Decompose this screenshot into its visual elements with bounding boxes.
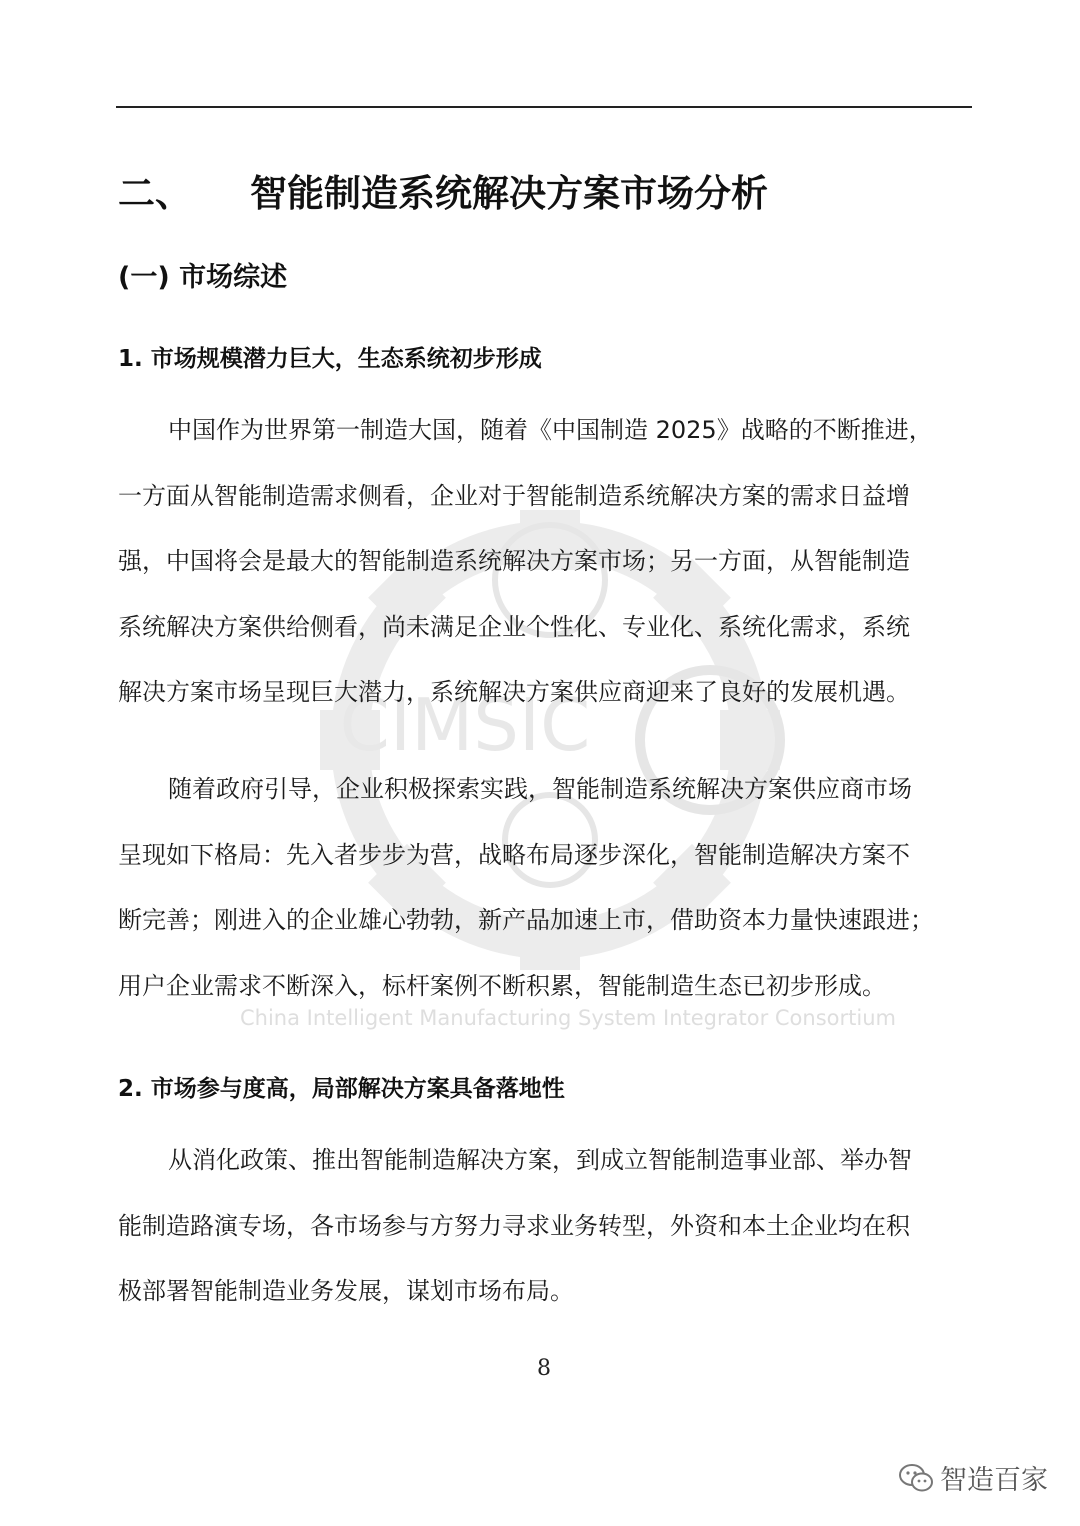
- text-line: 呈现如下格局：先入者步步为营，战略布局逐步深化，智能制造解决方案不: [118, 840, 910, 869]
- text-line: 随着政府引导，企业积极探索实践，智能制造系统解决方案供应商市场: [168, 775, 912, 803]
- section-heading: (一) 市场综述: [118, 262, 288, 293]
- wechat-icon: [898, 1463, 934, 1493]
- text-line: 系统解决方案供给侧看，尚未满足企业个性化、专业化、系统化需求，系统: [118, 612, 910, 641]
- page-number: 8: [537, 1356, 551, 1381]
- subsection-2-paragraph-1: [118, 1128, 974, 1325]
- text-line: 解决方案市场呈现巨大潜力，系统解决方案供应商迎来了良好的发展机遇。: [118, 678, 910, 706]
- watermark-logo-text: CIMSIC: [339, 683, 591, 767]
- account-name: 智造百家: [940, 1465, 1048, 1496]
- watermark-subtitle: China Intelligent Manufacturing System Integrator Consortium: [240, 1006, 896, 1030]
- text-line: 中国作为世界第一制造大国，随着《中国制造 2025》战略的不断推进，: [168, 416, 933, 444]
- header-rule: [116, 106, 972, 108]
- subsection-1-heading: 1. 市场规模潜力巨大，生态系统初步形成: [118, 346, 542, 372]
- chapter-title: 智能制造系统解决方案市场分析: [250, 172, 768, 215]
- chapter-heading: [118, 163, 768, 217]
- text-line: 断完善；刚进入的企业雄心勃勃，新产品加速上市，借助资本力量快速跟进；: [118, 906, 934, 934]
- text-line: 能制造路演专场，各市场参与方努力寻求业务转型，外资和本土企业均在积: [118, 1211, 910, 1240]
- text-line: 极部署智能制造业务发展，谋划市场布局。: [118, 1277, 574, 1305]
- text-line: 用户企业需求不断深入，标杆案例不断积累，智能制造生态已初步形成。: [118, 971, 886, 1000]
- subsection-1-paragraph-2: [118, 757, 974, 1019]
- text-line: 强，中国将会是最大的智能制造系统解决方案市场；另一方面，从智能制造: [118, 547, 910, 575]
- wechat-account-badge: [898, 1458, 1048, 1497]
- subsection-1-paragraph-1: [118, 398, 974, 726]
- chapter-number: 二、: [118, 172, 192, 215]
- text-line: 一方面从智能制造需求侧看，企业对于智能制造系统解决方案的需求日益增: [118, 481, 910, 510]
- subsection-2-heading: 2. 市场参与度高，局部解决方案具备落地性: [118, 1076, 565, 1102]
- text-line: 从消化政策、推出智能制造解决方案，到成立智能制造事业部、举办智: [168, 1146, 912, 1174]
